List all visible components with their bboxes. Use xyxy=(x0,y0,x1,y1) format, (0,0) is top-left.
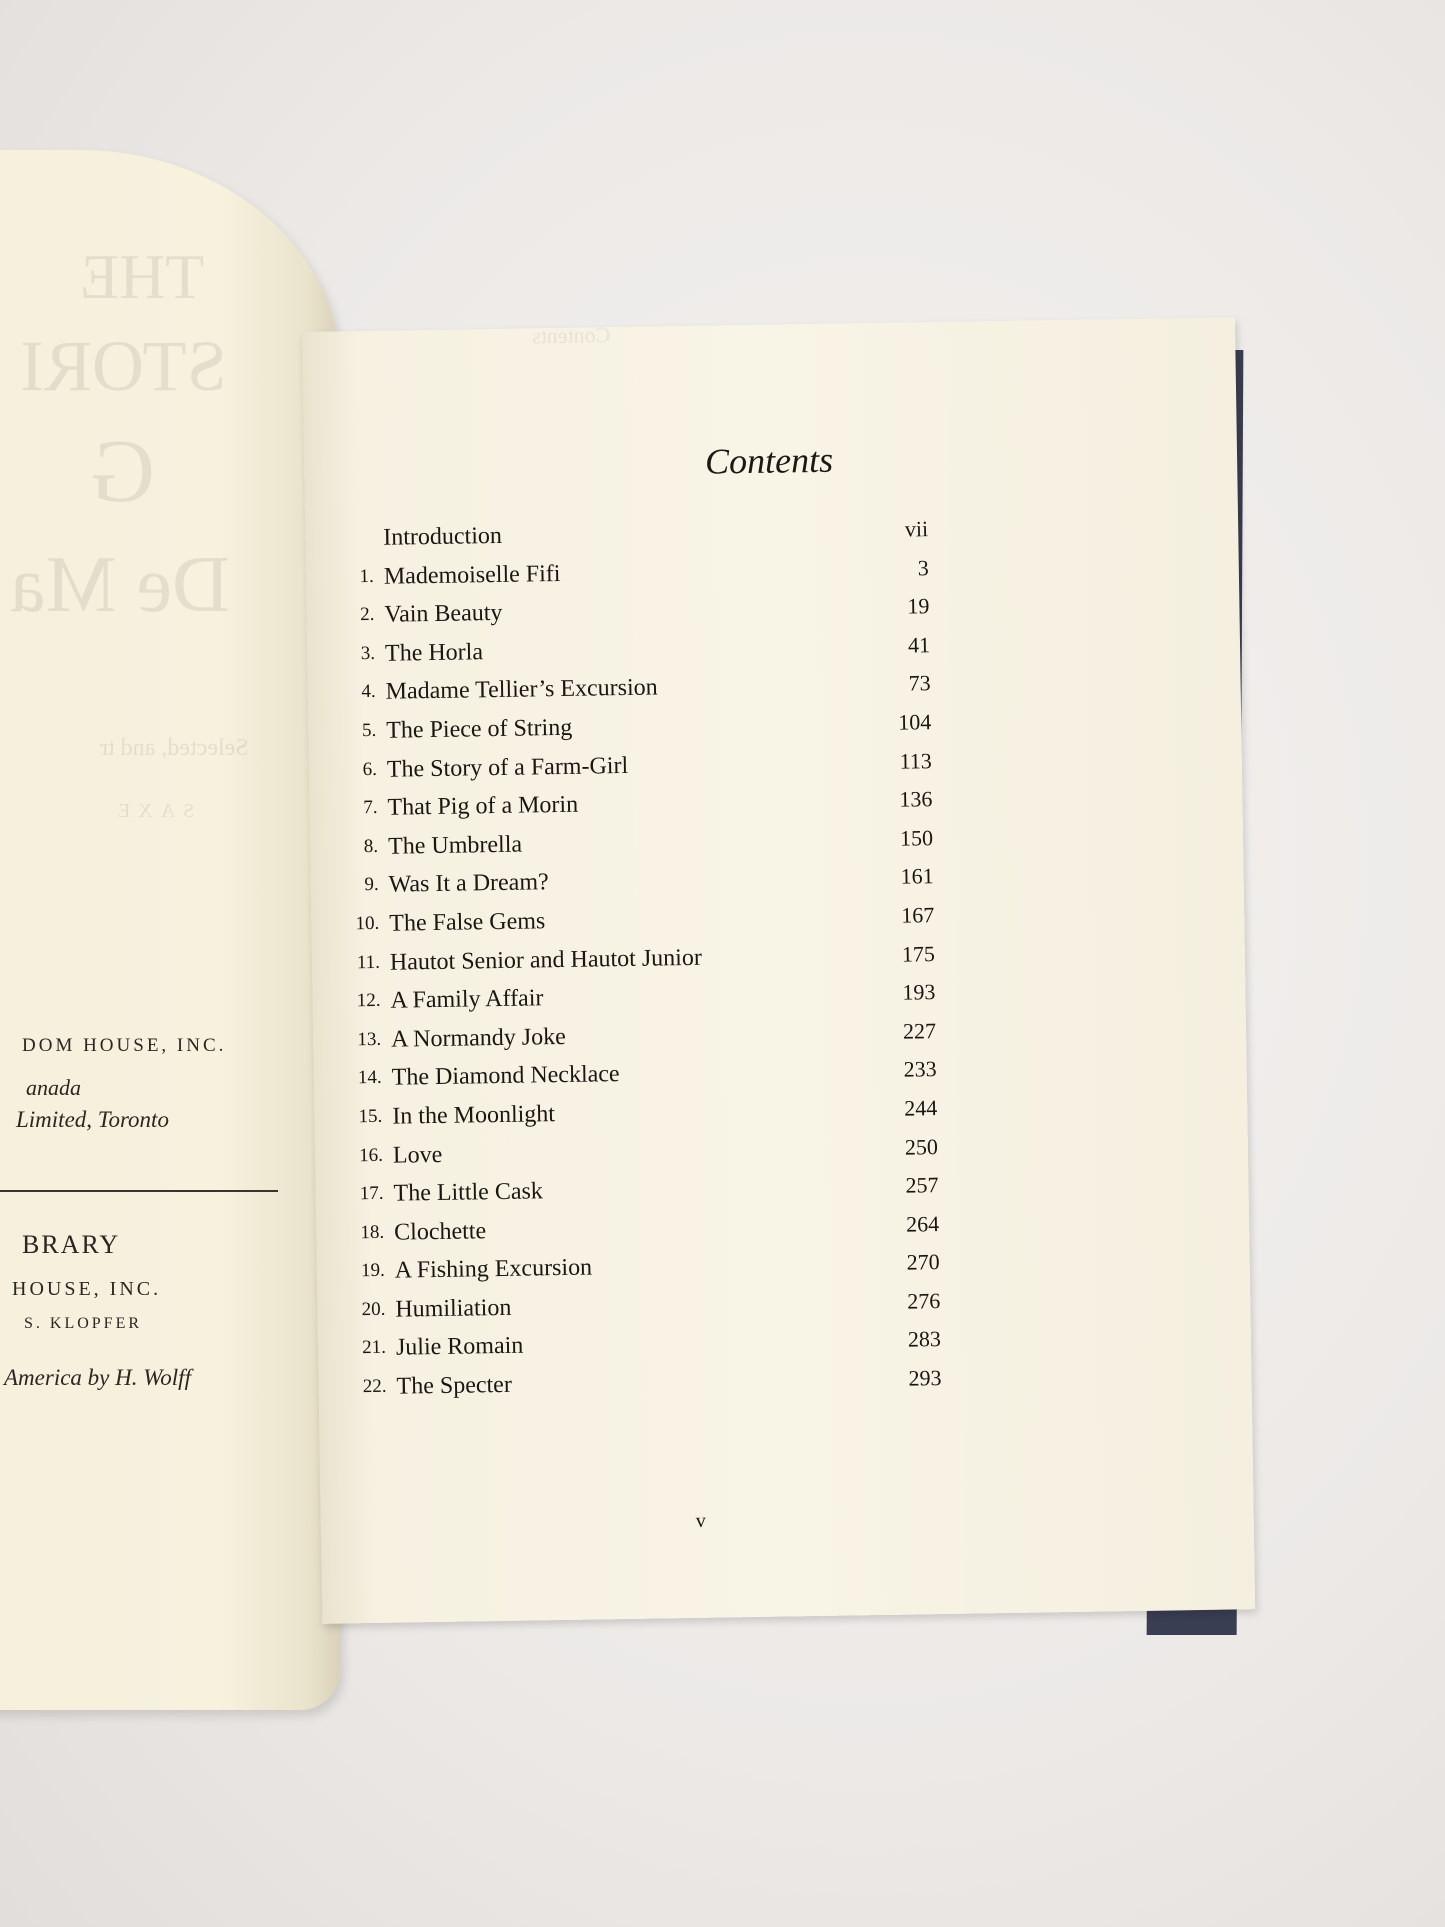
toc-entry-number: 14. xyxy=(357,1067,382,1089)
toc-entry-number: 20. xyxy=(361,1298,386,1321)
toc-entry-number: 21. xyxy=(362,1337,387,1359)
toc-entry-number: 8. xyxy=(363,835,379,857)
printer-line: America by H. Wolff xyxy=(4,1365,191,1390)
toc-entry-number: 2. xyxy=(360,604,375,626)
divider-rule xyxy=(0,1190,278,1192)
right-page xyxy=(302,317,1255,1623)
toc-entry-title: The Little Cask xyxy=(393,1178,544,1207)
toc-entry-page: 175 xyxy=(901,940,936,967)
ghost-title-line-1: THE xyxy=(80,241,205,312)
toc-entry-page: 73 xyxy=(908,670,931,696)
toc-entry-title: In the Moonlight xyxy=(392,1101,556,1130)
toc-entry-number: 16. xyxy=(359,1144,384,1166)
page-folio: v xyxy=(695,1509,706,1532)
toc-entry-title: Clochette xyxy=(393,1217,487,1246)
toc-entry-title: That Pig of a Morin xyxy=(387,791,579,821)
toc-entry-title: Was It a Dream? xyxy=(388,869,549,899)
toc-entry-page: 19 xyxy=(907,593,930,619)
toc-entry-page: 244 xyxy=(904,1095,938,1121)
canada-line: anada xyxy=(26,1075,81,1100)
toc-entry-page: 264 xyxy=(905,1210,940,1237)
toc-entry-number: 3. xyxy=(360,642,376,664)
toc-entry-title: The Piece of String xyxy=(386,714,573,744)
toc-entry-title: The Diamond Necklace xyxy=(391,1061,620,1091)
toc-entry-number: 15. xyxy=(358,1105,383,1128)
toc-entry-number: 4. xyxy=(361,681,376,703)
toc-entry-number: 11. xyxy=(356,951,381,973)
toc-entry-page: 227 xyxy=(902,1017,937,1044)
toc-entry-title: Madame Tellier’s Excursion xyxy=(385,674,658,706)
toc-entry-page: 193 xyxy=(902,979,936,1005)
toc-entry-page: 104 xyxy=(898,709,932,735)
toc-entry-number: 1. xyxy=(359,565,375,587)
limited-toronto-line: Limited, Toronto xyxy=(16,1107,169,1132)
toc-entry-page: 3 xyxy=(917,554,929,580)
toc-entry-title: The Umbrella xyxy=(387,831,523,860)
toc-entry-page: 41 xyxy=(907,631,931,658)
house-line: HOUSE, INC. xyxy=(12,1278,162,1300)
toc-entry-page: 293 xyxy=(908,1365,942,1391)
toc-entry-number: 17. xyxy=(359,1182,384,1205)
ghost-title-line-3: G xyxy=(90,422,155,521)
toc-entry-page: 270 xyxy=(906,1249,940,1275)
toc-entry-title: The Horla xyxy=(384,638,484,667)
toc-entry-page: 167 xyxy=(901,902,935,928)
toc-entry-number: 22. xyxy=(362,1375,387,1398)
ghost-title-line-4: De Ma xyxy=(10,541,230,629)
toc-entry-number: 19. xyxy=(360,1260,385,1282)
toc-entry-number: 18. xyxy=(360,1221,385,1243)
toc-entry-number: 10. xyxy=(355,912,380,935)
toc-entry-page: 113 xyxy=(899,747,933,774)
toc-entry-title: Love xyxy=(392,1141,443,1169)
toc-entry-title: The False Gems xyxy=(389,908,546,937)
toc-entry-page: 161 xyxy=(900,863,934,890)
toc-entry-title: A Family Affair xyxy=(390,985,544,1014)
toc-entry-page: 150 xyxy=(899,824,934,851)
toc-entry-title: A Fishing Excursion xyxy=(394,1254,593,1284)
table-of-contents xyxy=(343,511,942,1407)
ghost-subtitle: Selected, and tr xyxy=(100,735,249,761)
ghost-translator: SAXE xyxy=(110,800,195,822)
toc-entry-title: Introduction xyxy=(383,522,503,551)
toc-entry-title: Mademoiselle Fifi xyxy=(383,560,561,590)
library-line: BRARY xyxy=(22,1230,121,1259)
klopfer-line: S. KLOPFER xyxy=(24,1315,143,1332)
toc-entry-title: Humiliation xyxy=(395,1294,512,1323)
toc-entry-title: A Normandy Joke xyxy=(390,1023,566,1053)
contents-heading: Contents xyxy=(704,439,834,482)
toc-entry-number: 7. xyxy=(363,797,378,819)
publisher-line: DOM HOUSE, INC. xyxy=(22,1035,227,1056)
toc-entry-page: 250 xyxy=(904,1133,939,1160)
toc-entry-page: 136 xyxy=(899,786,933,812)
toc-entry-title: Vain Beauty xyxy=(384,600,503,628)
ghost-title-line-2: STORI xyxy=(20,326,227,406)
toc-entry xyxy=(356,1360,942,1407)
toc-entry-number: 6. xyxy=(362,758,378,780)
toc-entry-number: 13. xyxy=(357,1028,382,1050)
toc-entry-page: 276 xyxy=(907,1287,941,1314)
toc-entry-page: vii xyxy=(904,516,929,542)
toc-entry-page: 233 xyxy=(903,1056,937,1082)
toc-entry-number: 5. xyxy=(361,719,377,742)
toc-entry-title: The Story of a Farm-Girl xyxy=(386,752,629,783)
toc-entry-title: Hautot Senior and Hautot Junior xyxy=(389,944,703,976)
toc-entry-number: 9. xyxy=(364,874,379,896)
toc-entry-number: 12. xyxy=(356,989,381,1012)
left-page xyxy=(0,150,340,1710)
toc-entry-title: Julie Romain xyxy=(395,1333,524,1362)
toc-entry-title: The Specter xyxy=(396,1371,513,1400)
ghost-show-through: Contents xyxy=(531,322,611,349)
toc-entry-page: 283 xyxy=(907,1326,942,1353)
toc-entry-page: 257 xyxy=(905,1172,939,1198)
